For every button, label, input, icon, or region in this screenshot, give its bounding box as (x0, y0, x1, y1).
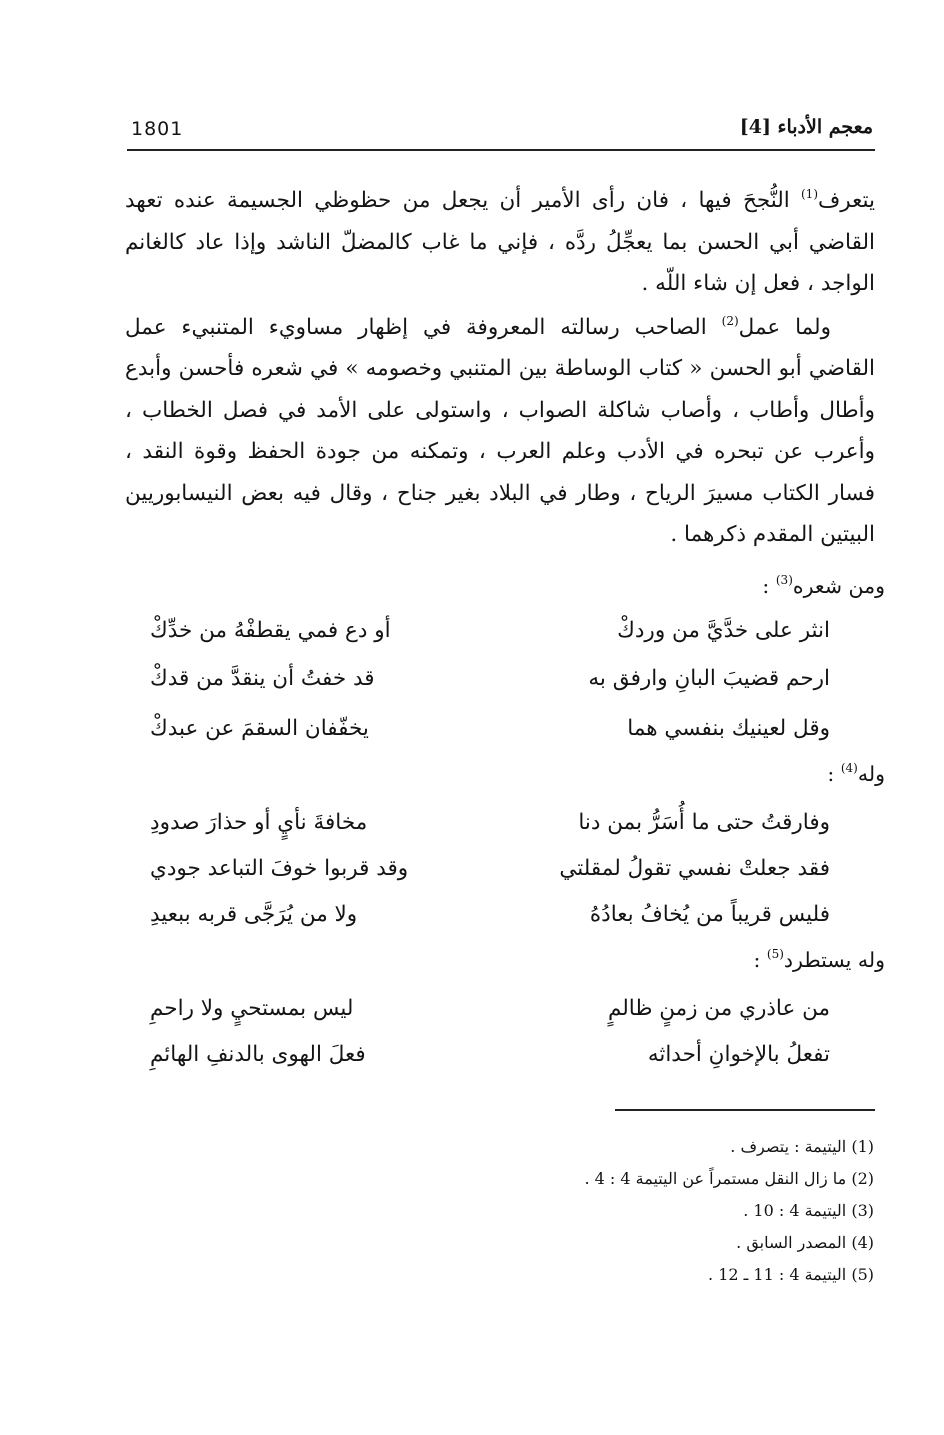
verse-first-hemistich: انثر على خدَّيَّ من وردكْ (617, 618, 830, 643)
footnotes (584, 1131, 874, 1291)
verse-first-hemistich: وقل لعينيك بنفسي هما (627, 716, 830, 741)
verse-second-hemistich: ليس بمستحيٍ ولا راحمِ (150, 996, 354, 1021)
verse-line (150, 618, 830, 664)
page-number: 1801 (131, 118, 184, 140)
footnote-1: (1) اليتيمة : يتصرف . (730, 1137, 874, 1156)
header-divider (127, 149, 875, 151)
footnote-3: (3) اليتيمة 4 : 10 . (743, 1201, 874, 1220)
footnote-2: (2) ما زال النقل مستمراً عن اليتيمة 4 : 4 . (584, 1169, 874, 1188)
verse-line (150, 996, 830, 1042)
footnote-5: (5) اليتيمة 4 : 11 ـ 12 . (708, 1265, 874, 1284)
page-header (127, 112, 875, 148)
poem-intro-3: وله يستطرد$^{(5)}$ : (753, 947, 885, 972)
footnote-ref-1: (1) (800, 187, 818, 201)
verse-first-hemistich: فليس قريباً من يُخافُ بعادُهُ (589, 902, 830, 927)
verse-first-hemistich: تفعلُ بالإخوانِ أحداثه (647, 1042, 830, 1067)
verse-second-hemistich: أو دع فمي يقطفْهُ من خدِّكْ (150, 618, 391, 643)
running-title: معجم الأدباء [4] (739, 116, 873, 138)
verse-second-hemistich: مخافةَ نأيٍ أو حذارَ صدودِ (150, 810, 368, 835)
verse-first-hemistich: من عاذري من زمنٍ ظالمٍ (607, 996, 830, 1021)
paragraph-1: يتعرف$^{(1)}$ النُّجحَ فيها ، فان رأى الأمير أن يجعل من حظوظي الجسيمة عنده تعهد القاضي أبي الحسن بما يعجِّلُ ردَّه ، فإني ما غاب كالمضلّ الناشد وإذا عاد كالغانم الواجد ، فعل إن شاء اللّه . (125, 187, 875, 296)
verse-line (150, 1042, 830, 1088)
poem-intro-1: ومن شعره$^{(3)}$ : (762, 573, 885, 598)
footnote-divider (615, 1109, 875, 1111)
footnote-ref-3: (3) (775, 573, 793, 587)
footnote-4: (4) المصدر السابق . (736, 1233, 874, 1252)
verse-line (150, 856, 830, 902)
verse-second-hemistich: يخفّفان السقمَ عن عبدكْ (150, 716, 369, 741)
verse-line (150, 810, 830, 856)
verse-second-hemistich: وقد قربوا خوفَ التباعد جودي (150, 856, 409, 881)
verse-second-hemistich: ولا من يُرَجَّى قربه ببعيدِ (150, 902, 358, 927)
footnote-ref-2: (2) (721, 313, 739, 328)
poem-intro-2: وله$^{(4)}$ : (827, 761, 885, 786)
footnote-ref-5: (5) (766, 947, 784, 961)
verse-second-hemistich: قد خفتُ أن ينقدَّ من قدكْ (150, 666, 375, 691)
paragraph-2: ولما عمل$^{(2)}$ الصاحب رسالته المعروفة في إظهار مساويء المتنبيء عمل القاضي أبو الحسن « كتاب الوساطة بين المتنبي وخصومه » في شعره فأحسن وأبدع وأطال وأطاب ، وأصاب شاكلة الصواب ، واستولى على الأمد في فصل الخطاب ، وأعرب عن تبحره في الأدب وعلم العرب ، وتمكنه من جودة الحفظ وقوة النقد ، فسار الكتاب مسيرَ الرياح ، وطار في البلاد بغير جناح ، وقال فيه بعض النيسابوريين البيتين المقدم ذكرهما . (125, 313, 875, 547)
verse-first-hemistich: وفارقتُ حتى ما أُسَرُّ بمن دنا (578, 810, 830, 835)
verse-second-hemistich: فعلَ الهوى بالدنفِ الهائمِ (150, 1042, 366, 1067)
verse-line (150, 716, 830, 762)
verse-line (150, 666, 830, 712)
verse-first-hemistich: فقد جعلتْ نفسي تقولُ لمقلتي (559, 856, 830, 881)
footnote-ref-4: (4) (840, 761, 858, 775)
body-text (125, 180, 875, 556)
verse-first-hemistich: ارحم قضيبَ البانِ وارفق به (588, 666, 830, 691)
verse-line (150, 902, 830, 948)
